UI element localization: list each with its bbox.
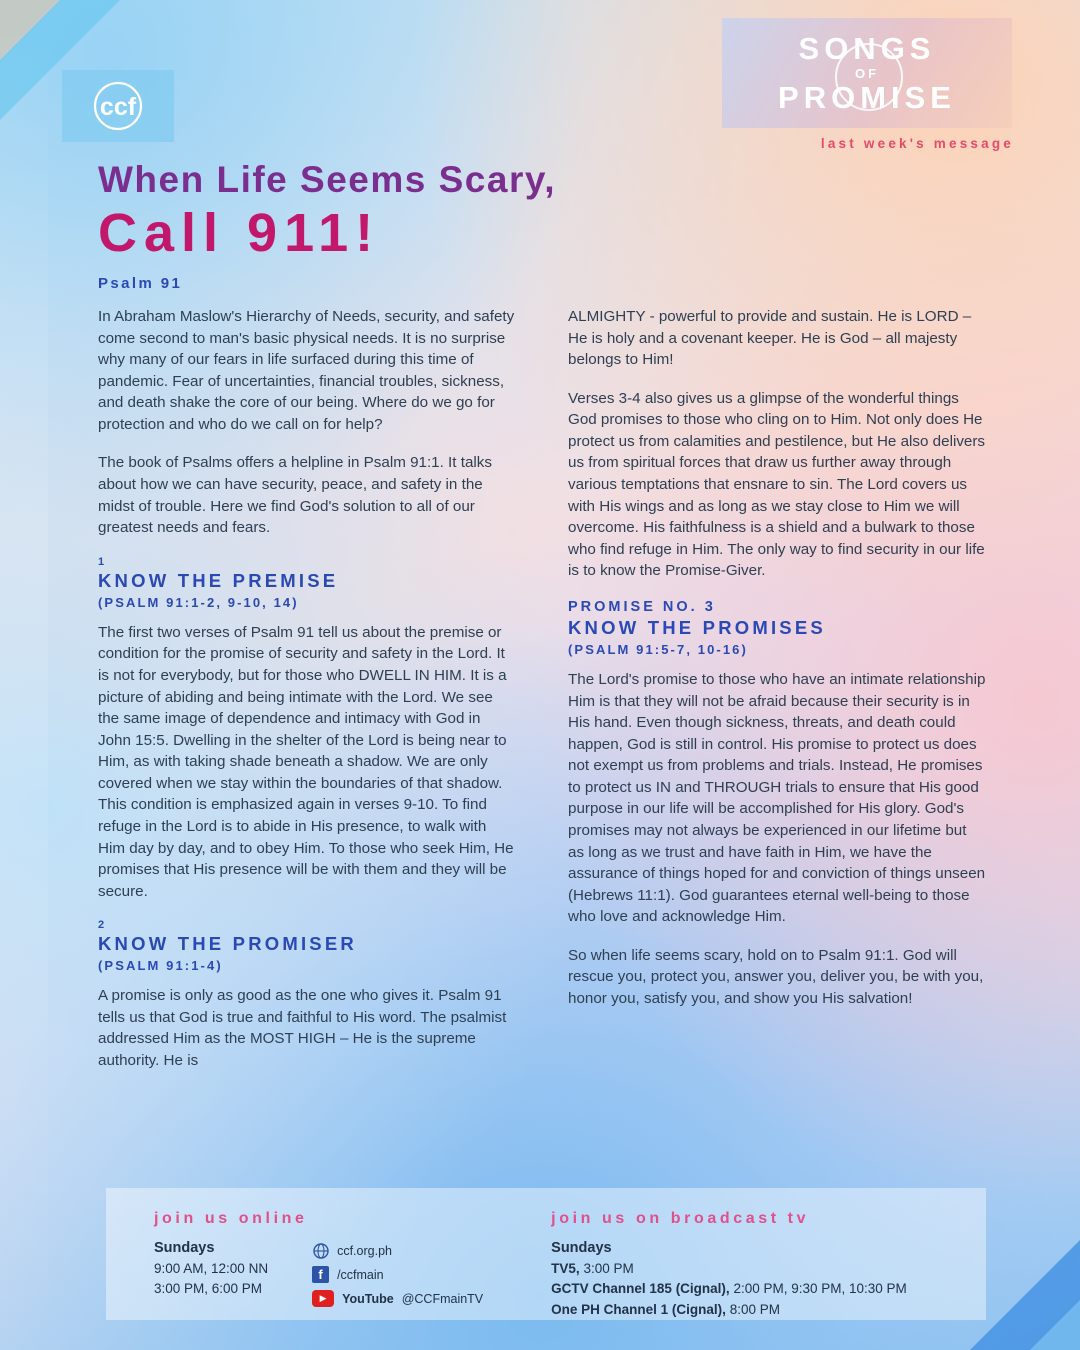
footer-broadcast-sub: Sundays — [551, 1240, 612, 1256]
section-2-title: KNOW THE PROMISER — [98, 933, 357, 955]
broadcast-row-3-channel: One PH Channel 1 (Cignal), — [551, 1301, 726, 1317]
youtube-icon: ▶ — [312, 1290, 334, 1307]
footer-online-section — [106, 1188, 483, 1320]
section-2-number: 2 — [98, 919, 106, 932]
section-3-title: KNOW THE PROMISES — [568, 616, 826, 638]
right-paragraph-2: Verses 3-4 also gives us a glimpse of the wonderful things God promises to those who cling on to Him. Not only does He protect us from calamities and pestilence, but He also delivers us from spiritual forces that draw us further away through various temptations that ensnare to sin. The Lord covers us with His wings and as long as we stay close to Him we will overcome. His faithfulness is a shield and a bulwark to those who find refuge in Him. The only way to find security in our life is to know the Promise-Giver. — [568, 389, 986, 580]
sop-line-3: PROMISE — [778, 80, 956, 115]
decorative-triangle-bottom-right-small — [1030, 1300, 1080, 1350]
sop-line-2: OF — [854, 66, 880, 81]
section-1-title: KNOW THE PREMISE — [98, 569, 339, 591]
footer-social-links — [312, 1242, 483, 1314]
broadcast-row-1-times: 3:00 PM — [583, 1261, 634, 1276]
section-1-body: The first two verses of Psalm 91 tell us about the premise or condition for the promise of security and safety in the Lord. It is not for everybody, but for those who DWELL IN HIM. It is a picture of abiding and being intimate with the Lord. We see the same image of dependence and intimacy with God in John 15:5. Dwelling in the shelter of the Lord is being near to Him, as with taking shade beneath a shadow. We are only covered when we stay within the boundaries of that shadow. This condition is emphasized again in verses 9-10. To find refuge in the Lord is to abide in His presence, to walk with Him day by day, and to obey Him. To those who seek Him, He promises that His presence will be with them and they will be secure. — [98, 623, 514, 900]
youtube-handle: @CCFmainTV — [401, 1291, 484, 1306]
footer-broadcast-heading: join us on broadcast tv — [551, 1210, 810, 1227]
footer-broadcast-section — [483, 1188, 907, 1320]
article-columns — [98, 306, 986, 1089]
section-1-number: 1 — [98, 555, 106, 568]
page-title-reference: Psalm 91 — [98, 275, 183, 293]
broadcast-row-2 — [551, 1279, 907, 1299]
page-title-line-1: When Life Seems Scary, — [98, 159, 556, 200]
left-column — [98, 306, 516, 1089]
broadcast-row-2-channel: GCTV Channel 185 (Cignal), — [551, 1281, 730, 1297]
ccf-logo-icon — [87, 80, 149, 132]
sop-line-1: SONGS — [798, 31, 936, 66]
footer-online-times — [154, 1240, 268, 1314]
broadcast-row-3 — [551, 1300, 907, 1320]
section-3-reference: (PSALM 91:5-7, 10-16) — [568, 641, 748, 657]
broadcast-row-1 — [551, 1259, 907, 1279]
right-paragraph-1: ALMIGHTY - powerful to provide and sustain. He is LORD – He is holy and a covenant keeper. He is God – all majesty belongs to Him! — [568, 308, 972, 369]
right-column — [568, 306, 986, 1089]
website-link[interactable] — [312, 1242, 483, 1259]
section-1-reference: (PSALM 91:1-2, 9-10, 14) — [98, 594, 299, 610]
broadcast-row-2-times: 2:00 PM, 9:30 PM, 10:30 PM — [733, 1281, 907, 1297]
section-3-kicker: PROMISE NO. 3 — [568, 598, 716, 615]
songs-of-promise-logo — [722, 18, 1012, 128]
closing-paragraph: So when life seems scary, hold on to Psalm 91:1. God will rescue you, protect you, answer you, deliver you, be with you, honor you, satisfy you, and show you His salvation! — [568, 946, 984, 1008]
last-week-message-label: last week's message — [820, 136, 1014, 151]
globe-icon — [312, 1242, 329, 1259]
ccf-logo — [62, 70, 174, 142]
left-paragraph-2: The book of Psalms offers a helpline in Psalm 91:1. It talks about how we can have security, peace, and safety in the midst of trouble. Here we find God's solution to all of our greatest needs and fears. — [98, 454, 492, 537]
svg-text:ccf: ccf — [99, 93, 137, 121]
broadcast-row-3-times: 8:00 PM — [729, 1301, 780, 1317]
title-block — [98, 160, 818, 292]
footer-online-heading: join us online — [154, 1210, 308, 1227]
footer-online-times-line-1: 9:00 AM, 12:00 NN — [154, 1261, 269, 1276]
broadcast-row-1-channel: TV5, — [551, 1261, 580, 1276]
footer-online-times-line-2: 3:00 PM, 6:00 PM — [154, 1281, 263, 1297]
youtube-label: YouTube — [342, 1291, 394, 1306]
footer-online-sub: Sundays — [154, 1240, 215, 1256]
section-2-reference: (PSALM 91:1-4) — [98, 958, 223, 974]
left-paragraph-1: In Abraham Maslow's Hierarchy of Needs, security, and safety come second to man's basic physical needs. It is no surprise why many of our fears in life surfaced during this time of pandemic. Fear of uncertainties, financial troubles, sickness, and death shake the core of our being. Where do we go for protection and who do we call on for help? — [98, 308, 515, 433]
page-title-line-2: Call 911! — [98, 202, 381, 263]
decorative-left-edge — [0, 0, 48, 1350]
section-2-body: A promise is only as good as the one who gives it. Psalm 91 tells us that God is true and faithful to His word. The psalmist addressed Him as the MOST HIGH – He is the supreme authority. He is — [98, 987, 507, 1070]
website-label: ccf.org.ph — [337, 1243, 392, 1258]
facebook-link[interactable] — [312, 1266, 483, 1283]
facebook-label: /ccfmain — [337, 1267, 384, 1282]
facebook-icon: f — [312, 1266, 329, 1283]
footer — [106, 1188, 986, 1320]
youtube-link[interactable] — [312, 1290, 483, 1307]
section-3-body: The Lord's promise to those who have an intimate relationship Him is that they will not be afraid because their security is in His hand. Even though sickness, threats, and death could happen, God is still in control. His promise to protect us does not exempt us from problems and trials. Instead, He promises to protect us IN and THROUGH trials to ensure that His good purpose in our life will be accomplished for His glory. God's promises may not always be experienced in our lifetime but as long as we trust and have faith in Him, we have the assurance of things hoped for and conviction of things unseen (Hebrews 11:1). God guarantees eternal well-being to those who love and acknowledge Him. — [568, 670, 986, 926]
